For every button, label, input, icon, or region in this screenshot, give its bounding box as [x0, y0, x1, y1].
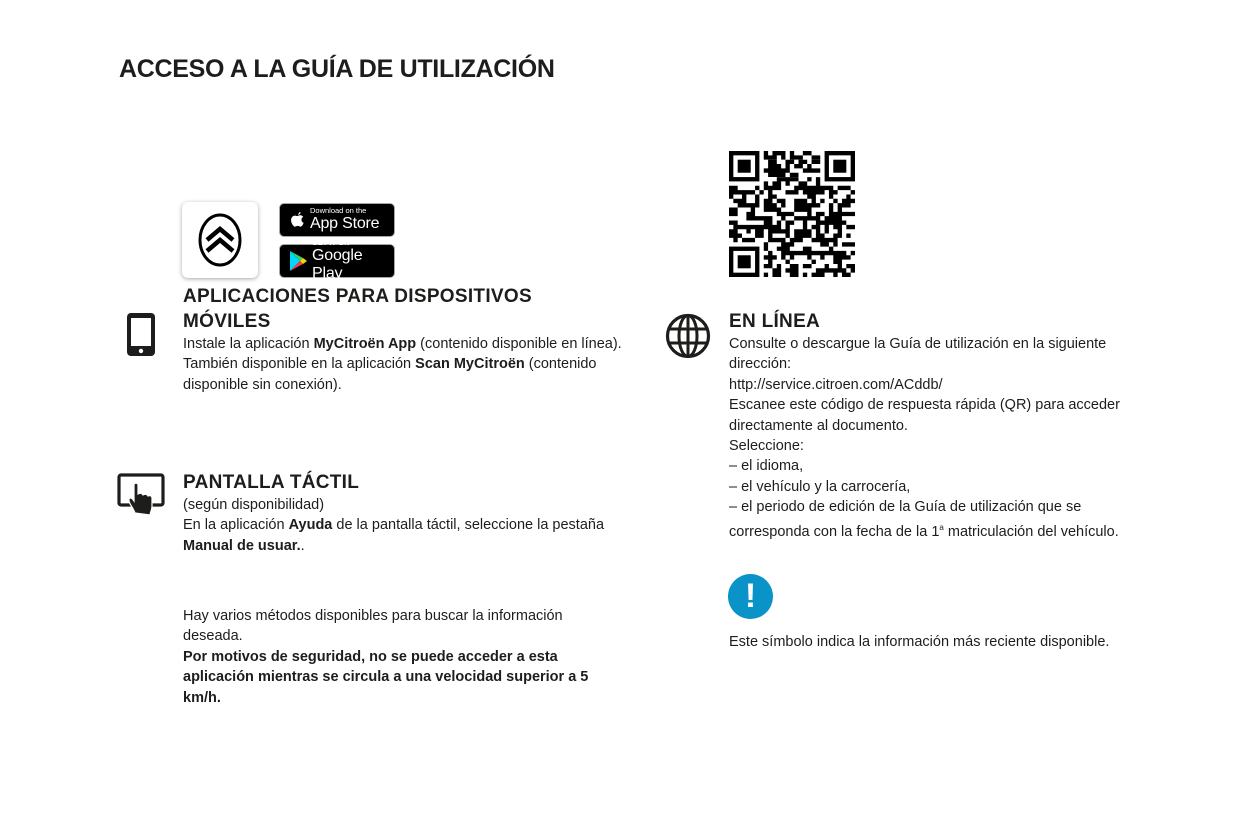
app-store-caption: Download on the	[310, 206, 367, 215]
list-item: – el vehículo y la carrocería,	[729, 478, 911, 495]
info-exclamation-icon: !	[728, 574, 773, 619]
mobile-apps-text: Instale la aplicación MyCitroën App (contenido disponible en línea). También disponible en la aplicación Scan MyCitroën (contenido disponible sin conexión).	[183, 336, 622, 393]
app-store-badge[interactable]	[279, 203, 395, 237]
citroen-logo-icon	[182, 202, 258, 278]
mobile-apps-heading: APLICACIONES PARA DISPOSITIVOS MÓVILES	[183, 286, 532, 332]
globe-icon	[665, 313, 711, 359]
touchscreen-text: (según disponibilidad) En la aplicación Ayuda de la pantalla táctil, seleccione la pestaña Manual de usuar..	[183, 497, 605, 554]
apple-icon	[288, 210, 306, 230]
google-play-badge[interactable]	[279, 238, 395, 282]
search-info-text: Hay varios métodos disponibles para buscar la información deseada. Por motivos de seguridad, no se puede acceder a esta aplicación mientras se circula a una velocidad superior a 5 km/h.	[183, 606, 613, 708]
guide-url-link[interactable]: http://service.citroen.com/ACddb/	[729, 376, 943, 393]
app-store-label: App Store	[310, 215, 380, 232]
mycitroen-app-name: MyCitroën App	[313, 336, 417, 352]
safety-warning: Por motivos de seguridad, no se puede acceder a esta aplicación mientras se circula a una velocidad superior a 5 km/h.	[183, 648, 589, 706]
list-item: – el periodo de edición de la Guía de utilización que se corresponda con la fecha de la 1$^a$ matriculación del vehículo.	[729, 499, 1119, 540]
notice-text: Este símbolo indica la información más reciente disponible.	[729, 634, 1110, 650]
manual-tab-name: Manual de usuar.	[183, 537, 301, 554]
touchscreen-heading: PANTALLA TÁCTIL	[183, 472, 360, 493]
scan-mycitroen-app-name: Scan MyCitroën	[415, 356, 525, 373]
google-play-caption: GET IT ON	[312, 238, 350, 247]
mobile-apps-section	[183, 284, 633, 395]
page-title: ACCESO A LA GUÍA DE UTILIZACIÓN	[119, 55, 555, 83]
touchscreen-icon	[117, 473, 167, 517]
online-heading: EN LÍNEA	[729, 311, 821, 332]
touchscreen-section	[183, 470, 638, 556]
online-text: Consulte o descargue la Guía de utilización en la siguiente dirección: http://service.citroen.com/ACddb/ Escanee este código de respuesta rápida (QR) para acceder directamente al documento. Seleccione: – el idioma, – el vehículo y la carrocería, – el periodo de edición de la Guía de utilización que se corresponda con la fecha de la 1$^a$ matriculación del vehículo.	[729, 334, 1149, 542]
google-play-icon	[288, 250, 308, 272]
list-item: – el idioma,	[729, 458, 804, 475]
mycitroen-app-logo	[182, 202, 258, 278]
smartphone-icon	[126, 313, 156, 357]
google-play-label: Google Play	[312, 247, 363, 282]
qr-code[interactable]	[729, 151, 855, 278]
online-section	[729, 309, 1149, 542]
